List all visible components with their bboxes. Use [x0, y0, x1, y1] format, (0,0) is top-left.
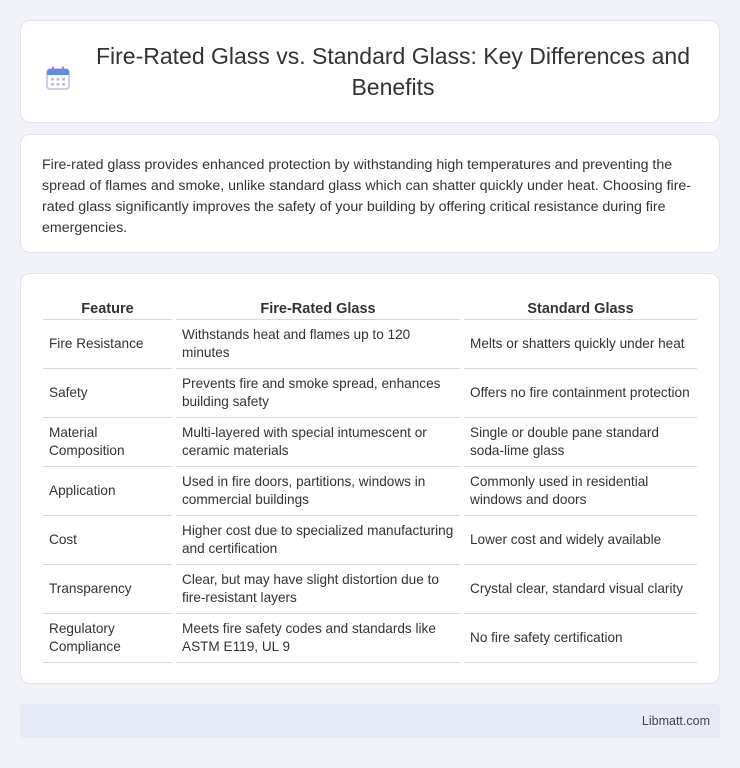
row-feature: Transparency: [43, 565, 172, 614]
table-row: [43, 565, 697, 614]
table-row: [43, 614, 697, 663]
table-row: [43, 369, 697, 418]
row-standard: Single or double pane standard soda-lime glass: [464, 418, 697, 467]
footer-site-link[interactable]: Libmatt.com: [641, 714, 710, 728]
calendar-icon: [45, 65, 71, 91]
footer-bar: [20, 704, 720, 738]
header-feature: Feature: [43, 294, 172, 320]
title-wrap: [45, 41, 695, 103]
row-feature: Fire Resistance: [43, 320, 172, 369]
row-feature: Application: [43, 467, 172, 516]
intro-card: [20, 134, 720, 253]
table-row: [43, 418, 697, 467]
header-standard-glass: Standard Glass: [464, 294, 697, 320]
row-standard: Commonly used in residential windows and doors: [464, 467, 697, 516]
comparison-card: [20, 273, 720, 684]
row-fire-rated: Clear, but may have slight distortion due to fire-resistant layers: [176, 565, 460, 614]
header-fire-rated-glass: Fire-Rated Glass: [176, 294, 460, 320]
row-feature: Safety: [43, 369, 172, 418]
table-row: [43, 467, 697, 516]
row-fire-rated: Prevents fire and smoke spread, enhances building safety: [176, 369, 460, 418]
row-fire-rated: Higher cost due to specialized manufacturing and certification: [176, 516, 460, 565]
comparison-table: [39, 294, 701, 663]
row-standard: Crystal clear, standard visual clarity: [464, 565, 697, 614]
row-fire-rated: Multi-layered with special intumescent or ceramic materials: [176, 418, 460, 467]
table-row: [43, 516, 697, 565]
row-standard: No fire safety certification: [464, 614, 697, 663]
row-fire-rated: Withstands heat and flames up to 120 minutes: [176, 320, 460, 369]
page-title: Fire-Rated Glass vs. Standard Glass: Key Differences and Benefits: [95, 42, 690, 100]
row-feature: Cost: [43, 516, 172, 565]
table-header-row: [43, 294, 697, 320]
row-standard: Offers no fire containment protection: [464, 369, 697, 418]
row-fire-rated: Used in fire doors, partitions, windows in commercial buildings: [176, 467, 460, 516]
row-fire-rated: Meets fire safety codes and standards like ASTM E119, UL 9: [176, 614, 460, 663]
row-feature: Material Composition: [43, 418, 172, 467]
row-standard: Lower cost and widely available: [464, 516, 697, 565]
row-standard: Melts or shatters quickly under heat: [464, 320, 697, 369]
row-feature: Regulatory Compliance: [43, 614, 172, 663]
intro-paragraph: Fire-rated glass provides enhanced protection by withstanding high temperatures and preventing the spread of flames and smoke, unlike standard glass which can shatter quickly under heat. Choosing fire-rated glass significantly improves the safety of your building by offering critical resistance during fire emergencies.: [42, 157, 692, 236]
title-card: [20, 20, 720, 123]
table-row: [43, 320, 697, 369]
